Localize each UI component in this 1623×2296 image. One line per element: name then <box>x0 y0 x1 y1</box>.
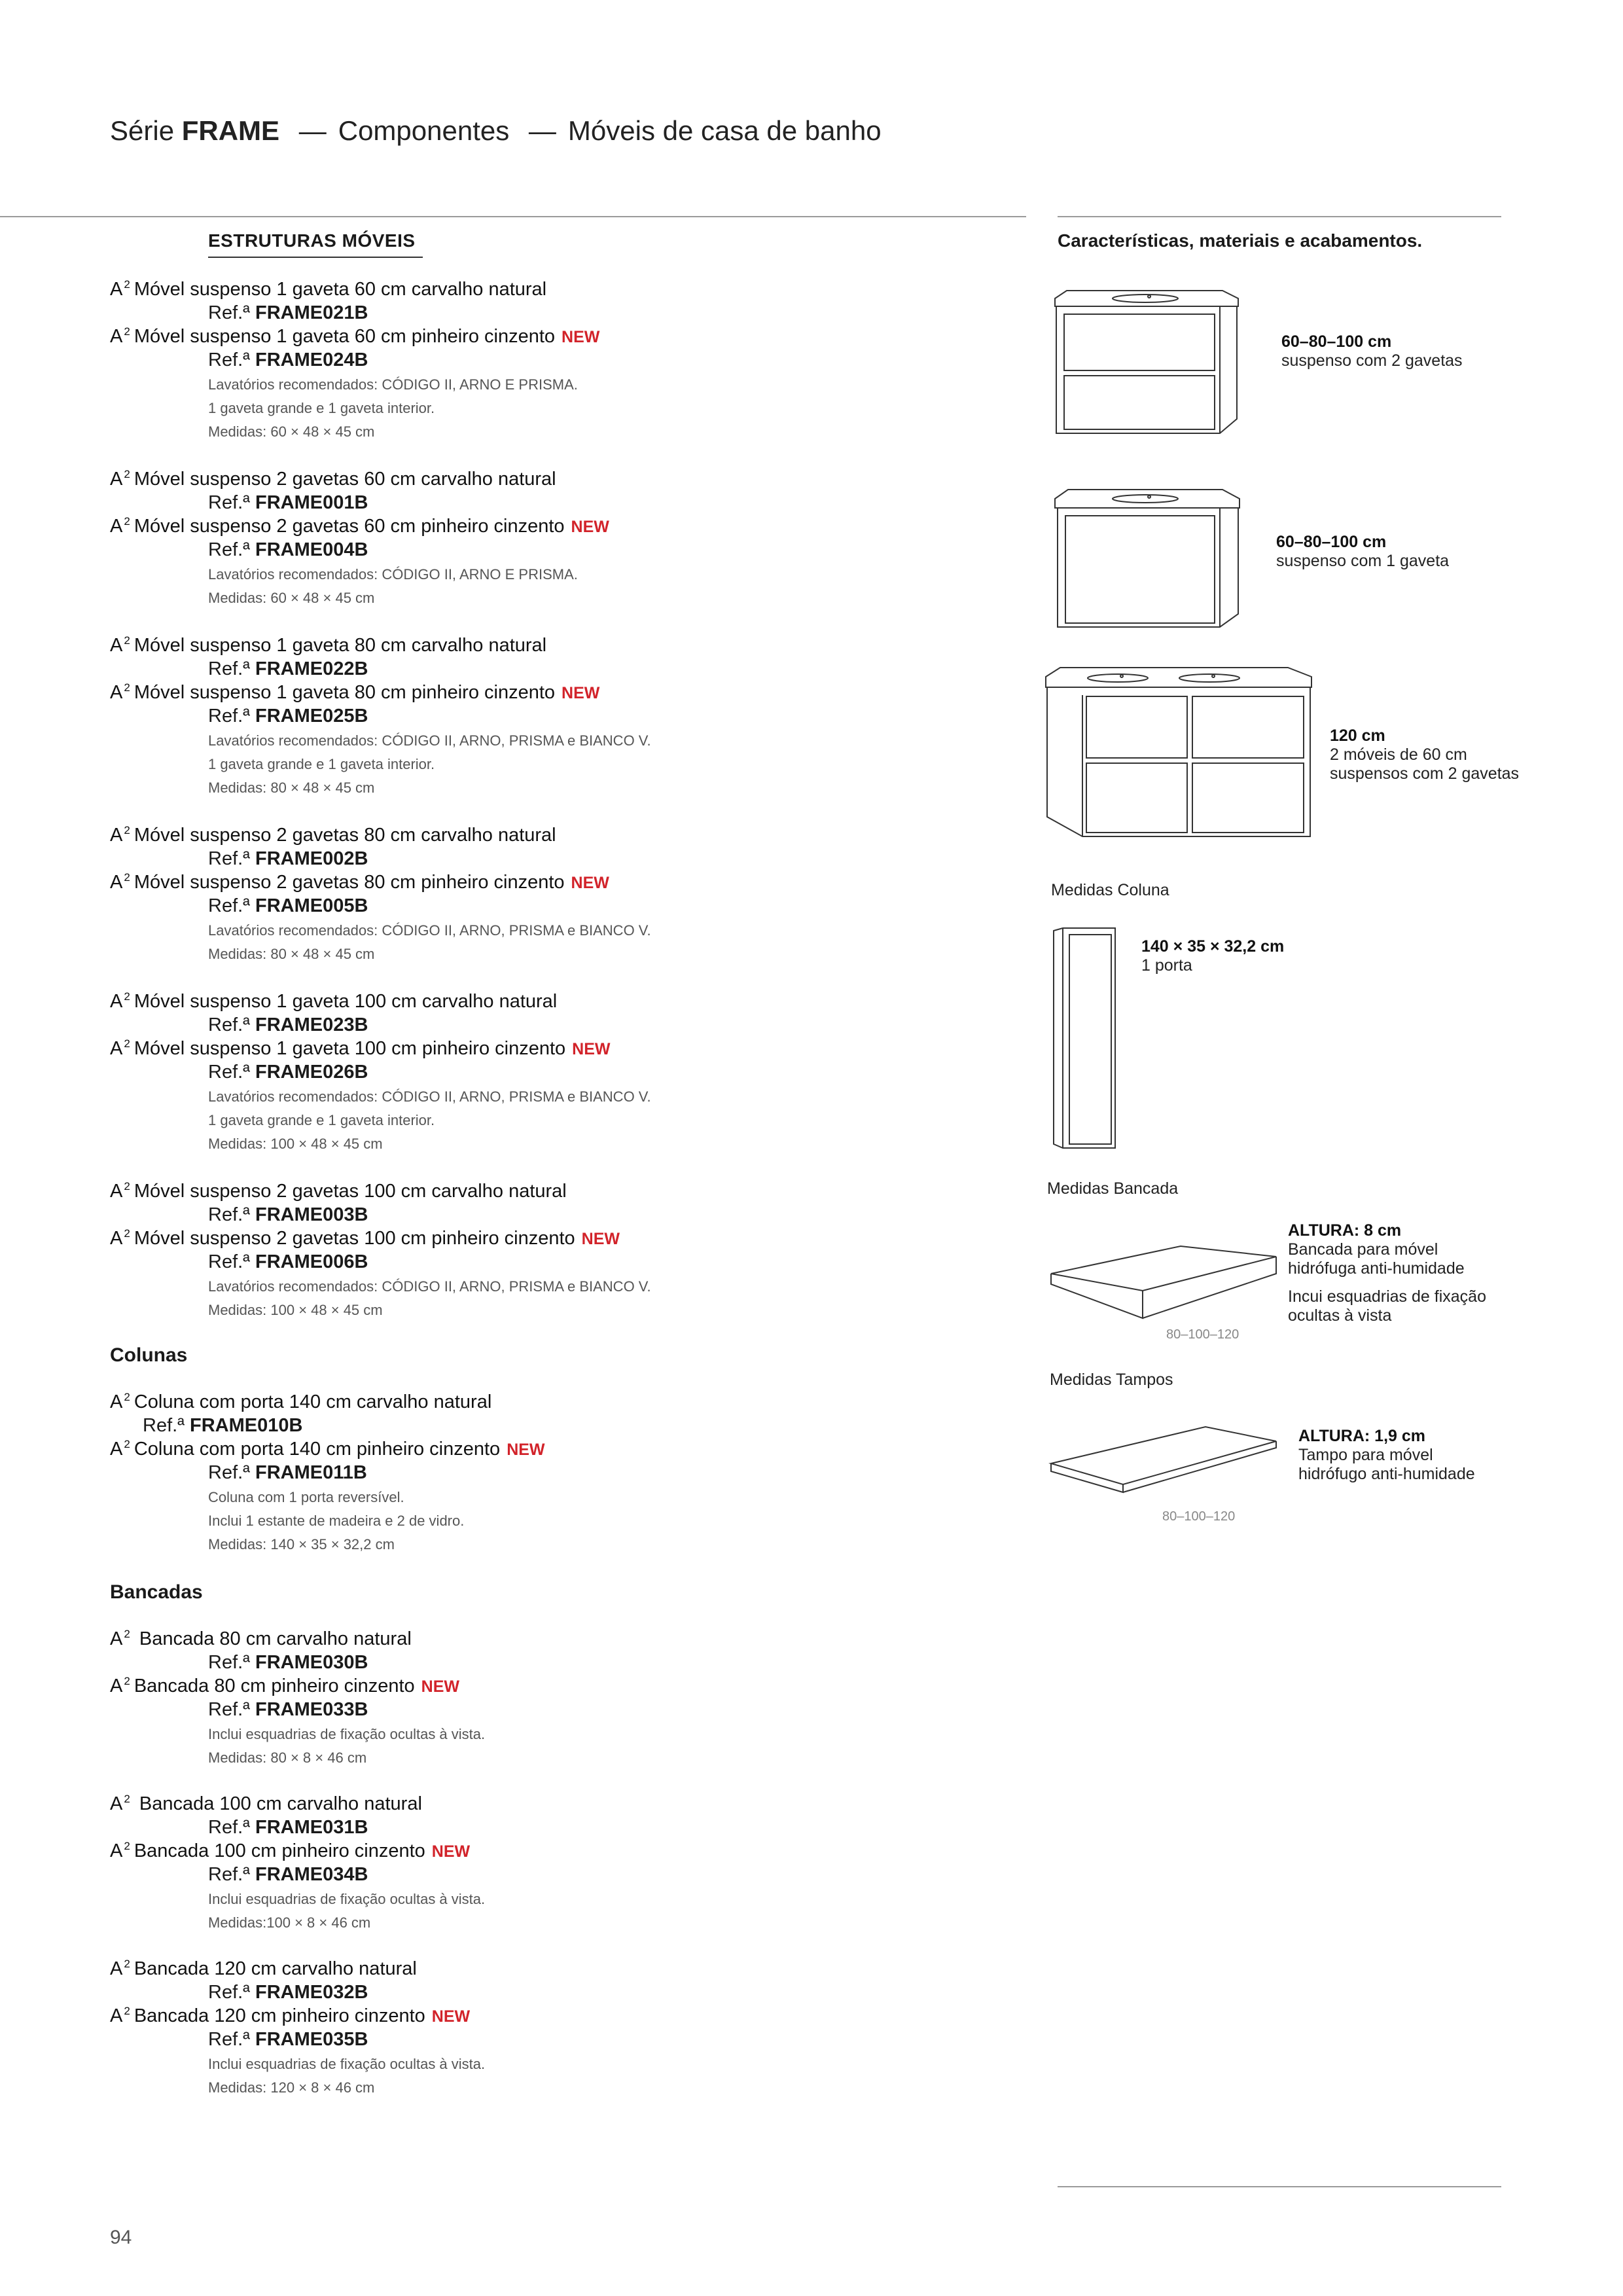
ref-code: Ref.ª FRAME035B <box>208 2029 368 2050</box>
ref-code: Ref.ª FRAME010B <box>143 1415 303 1436</box>
tampos-label: Medidas Tampos <box>1050 1371 1173 1389</box>
tampo-drawing <box>1047 1424 1283 1516</box>
ref-code: Ref.ª FRAME034B <box>208 1864 368 1885</box>
rule-bottom <box>1058 2186 1501 2187</box>
page-title <box>110 115 882 147</box>
title-sep-1: — <box>298 115 327 146</box>
title-sep-2: — <box>528 115 556 146</box>
cab1-caption: 60–80–100 cm suspenso com 1 gaveta <box>1276 533 1450 570</box>
list-item: A $^2$ Móvel suspenso 2 gavetas 60 cm pinheiro cinzento NEW <box>110 515 609 537</box>
coluna-label: Medidas Coluna <box>1051 881 1169 899</box>
list-item: A $^2$ Bancada 100 cm carvalho natural <box>110 1793 422 1814</box>
new-badge: NEW <box>507 1441 545 1459</box>
new-badge: NEW <box>421 1677 459 1696</box>
list-item: A $^2$ Bancada 120 cm carvalho natural <box>110 1958 417 1979</box>
ref-code: Ref.ª FRAME023B <box>208 1014 368 1035</box>
title-series: FRAME <box>181 115 280 146</box>
list-item: A $^2$ Bancada 100 cm pinheiro cinzento NEW <box>110 1840 471 1861</box>
note: 1 gaveta grande e 1 gaveta interior. <box>208 1112 435 1128</box>
note: Lavatórios recomendados: CÓDIGO II, ARNO, PRISMA e BIANCO V. <box>208 922 651 939</box>
ref-code: Ref.ª FRAME022B <box>208 658 368 679</box>
ref-code: Ref.ª FRAME032B <box>208 1982 368 2003</box>
section-heading-colunas: Colunas <box>110 1344 188 1366</box>
ref-code: Ref.ª FRAME006B <box>208 1251 368 1272</box>
ref-code: Ref.ª FRAME026B <box>208 1062 368 1083</box>
bancada-dims: 80–100–120 <box>1166 1327 1240 1342</box>
new-badge: NEW <box>562 684 600 702</box>
ref-code: Ref.ª FRAME033B <box>208 1699 368 1720</box>
note: Medidas: 60 × 48 × 45 cm <box>208 590 375 606</box>
note: Inclui esquadrias de fixação ocultas à vista. <box>208 1891 486 1907</box>
rule-left <box>0 216 1026 217</box>
note: 1 gaveta grande e 1 gaveta interior. <box>208 400 435 416</box>
note: Medidas: 80 × 48 × 45 cm <box>208 946 375 962</box>
tampos-caption: ALTURA: 1,9 cm Tampo para móvel hidrófugo anti-humidade <box>1298 1427 1475 1483</box>
note: Medidas: 80 × 48 × 45 cm <box>208 780 375 796</box>
section-heading-estruturas: ESTRUTURAS MÓVEIS <box>208 230 416 251</box>
list-item: A $^2$ Móvel suspenso 2 gavetas 100 cm pinheiro cinzento NEW <box>110 1227 620 1249</box>
rule-right <box>1058 216 1501 217</box>
list-item: A $^2$ Móvel suspenso 1 gaveta 100 cm carvalho natural <box>110 990 558 1012</box>
ref-code: Ref.ª FRAME001B <box>208 492 368 513</box>
note: Medidas: 120 × 8 × 46 cm <box>208 2079 375 2096</box>
section-heading-caracteristicas: Características, materiais e acabamentos. <box>1058 230 1423 251</box>
bancada-label: Medidas Bancada <box>1047 1179 1179 1198</box>
cabinet-1-drawer-drawing <box>1047 487 1257 637</box>
cab120-caption: 120 cm 2 móveis de 60 cm suspensos com 2 gavetas <box>1330 726 1520 783</box>
note: Medidas: 140 × 35 × 32,2 cm <box>208 1536 395 1552</box>
list-item: A $^2$ Bancada 80 cm carvalho natural <box>110 1628 412 1649</box>
list-item: A $^2$ Móvel suspenso 1 gaveta 80 cm pinheiro cinzento NEW <box>110 681 600 703</box>
note: Medidas: 100 × 48 × 45 cm <box>208 1302 383 1318</box>
list-item: A $^2$ Coluna com porta 140 cm pinheiro cinzento NEW <box>110 1438 545 1460</box>
note: Lavatórios recomendados: CÓDIGO II, ARNO, PRISMA e BIANCO V. <box>208 732 651 749</box>
list-item: A $^2$ Móvel suspenso 1 gaveta 60 cm pinheiro cinzento NEW <box>110 325 600 347</box>
list-item: A $^2$ Móvel suspenso 1 gaveta 100 cm pinheiro cinzento NEW <box>110 1037 611 1059</box>
note: Inclui 1 estante de madeira e 2 de vidro. <box>208 1513 465 1529</box>
coluna-caption: 140 × 35 × 32,2 cm 1 porta <box>1141 937 1285 975</box>
list-item: A $^2$ Móvel suspenso 2 gavetas 80 cm pinheiro cinzento NEW <box>110 871 609 893</box>
ref-code: Ref.ª FRAME004B <box>208 539 368 560</box>
title-part2: Móveis de casa de banho <box>567 115 882 146</box>
ref-code: Ref.ª FRAME021B <box>208 302 368 323</box>
new-badge: NEW <box>431 2007 471 2026</box>
note: Inclui esquadrias de fixação ocultas à vista. <box>208 2056 486 2072</box>
list-item: A $^2$ Móvel suspenso 2 gavetas 60 cm carvalho natural <box>110 468 556 490</box>
note: Inclui esquadrias de fixação ocultas à vista. <box>208 1726 486 1742</box>
new-badge: NEW <box>572 1040 611 1058</box>
ref-code: Ref.ª FRAME030B <box>208 1652 368 1673</box>
heading-underline <box>208 257 423 258</box>
note: Coluna com 1 porta reversível. <box>208 1489 404 1505</box>
ref-code: Ref.ª FRAME002B <box>208 848 368 869</box>
bancada-caption: ALTURA: 8 cm Bancada para móvel hidrófuga anti-humidade Incui esquadrias de fixação ocultas à vista <box>1288 1221 1486 1325</box>
section-heading-bancadas: Bancadas <box>110 1581 203 1603</box>
ref-code: Ref.ª FRAME024B <box>208 350 368 370</box>
new-badge: NEW <box>562 328 600 346</box>
new-badge: NEW <box>581 1230 620 1248</box>
note: Lavatórios recomendados: CÓDIGO II, ARNO E PRISMA. <box>208 376 578 393</box>
note: Lavatórios recomendados: CÓDIGO II, ARNO E PRISMA. <box>208 566 578 583</box>
list-item: A $^2$ Bancada 120 cm pinheiro cinzento NEW <box>110 2005 471 2026</box>
list-item: A $^2$ Móvel suspenso 2 gavetas 80 cm carvalho natural <box>110 824 556 846</box>
note: Medidas: 80 × 8 × 46 cm <box>208 1749 367 1766</box>
cabinet-120-drawing <box>1039 665 1321 842</box>
coluna-drawing <box>1050 927 1128 1153</box>
ref-code: Ref.ª FRAME031B <box>208 1817 368 1838</box>
ref-code: Ref.ª FRAME025B <box>208 706 368 726</box>
title-part1: Componentes <box>338 115 510 146</box>
bancada-drawing <box>1047 1244 1283 1335</box>
new-badge: NEW <box>431 1842 471 1861</box>
list-item: A $^2$ Bancada 80 cm pinheiro cinzento NEW <box>110 1675 459 1696</box>
cab2-caption: 60–80–100 cm suspenso com 2 gavetas <box>1281 332 1463 370</box>
ref-code: Ref.ª FRAME011B <box>208 1462 367 1483</box>
note: Medidas: 100 × 48 × 45 cm <box>208 1136 383 1152</box>
note: Medidas:100 × 8 × 46 cm <box>208 1914 371 1931</box>
list-item: A $^2$ Móvel suspenso 1 gaveta 80 cm carvalho natural <box>110 634 547 656</box>
tampo-dims: 80–100–120 <box>1162 1509 1236 1524</box>
title-prefix: Série <box>110 115 175 146</box>
note: Lavatórios recomendados: CÓDIGO II, ARNO, PRISMA e BIANCO V. <box>208 1088 651 1105</box>
note: Medidas: 60 × 48 × 45 cm <box>208 423 375 440</box>
list-item: A $^2$ Móvel suspenso 1 gaveta 60 cm carvalho natural <box>110 278 547 300</box>
cabinet-2-drawers-drawing <box>1047 288 1270 445</box>
ref-code: Ref.ª FRAME005B <box>208 895 368 916</box>
new-badge: NEW <box>571 518 609 536</box>
note: Lavatórios recomendados: CÓDIGO II, ARNO, PRISMA e BIANCO V. <box>208 1278 651 1295</box>
ref-code: Ref.ª FRAME003B <box>208 1204 368 1225</box>
list-item: A $^2$ Móvel suspenso 2 gavetas 100 cm carvalho natural <box>110 1180 567 1202</box>
note: 1 gaveta grande e 1 gaveta interior. <box>208 756 435 772</box>
list-item: A $^2$ Coluna com porta 140 cm carvalho natural <box>110 1391 492 1412</box>
page-number: 94 <box>110 2227 132 2248</box>
new-badge: NEW <box>571 874 609 892</box>
